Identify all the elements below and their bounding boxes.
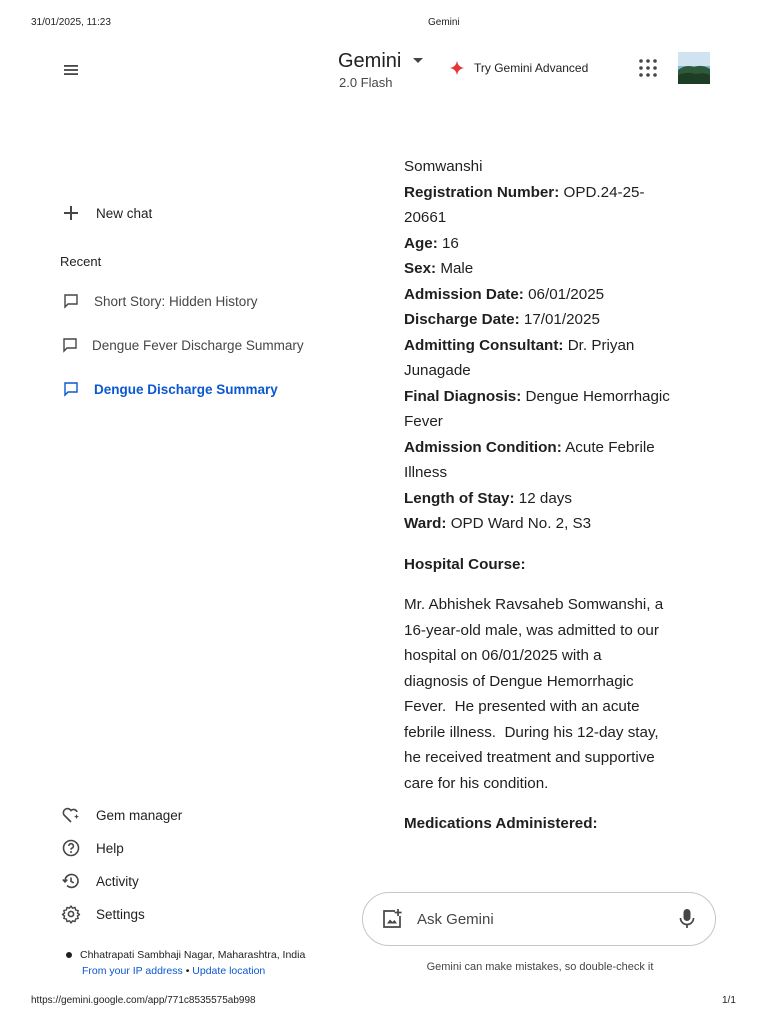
recent-chat-item[interactable] [62, 336, 304, 354]
field-length-of-stay [404, 486, 684, 512]
location-place: Chhatrapati Sambhaji Nagar, Maharashtra, India [80, 949, 306, 961]
new-chat-label: New chat [96, 205, 153, 221]
location-dot-icon [66, 952, 72, 958]
field-value: OPD.24-25- [563, 183, 645, 201]
apps-grid-icon [638, 58, 658, 78]
course-line: Mr. Abhishek Ravsaheb Somwanshi, a [404, 596, 664, 613]
field-discharge-date [404, 307, 684, 333]
avatar-image [678, 52, 710, 84]
course-line: hospital on 06/01/2025 with a [404, 647, 602, 664]
menu-icon [59, 58, 83, 82]
field-value: 16 [441, 234, 459, 252]
field-ward [404, 511, 684, 537]
menu-button[interactable] [59, 58, 83, 82]
gem-manager-label: Gem manager [96, 807, 183, 823]
try-advanced-button[interactable] [448, 58, 588, 78]
print-url: https://gemini.google.com/app/771c8535575ab998 [31, 995, 256, 1006]
avatar[interactable] [678, 52, 710, 84]
prompt-input[interactable] [417, 905, 657, 933]
prompt-box [362, 892, 716, 946]
course-line: Fever. He presented with an acute [404, 698, 640, 715]
field-label: Registration Number: [404, 183, 560, 201]
field-age [404, 231, 684, 257]
field-value: Male [440, 260, 474, 277]
course-line: 16-year-old male, was admitted to our [404, 621, 659, 639]
field-label: Length of Stay: [404, 489, 515, 507]
course-line: care for his condition. [404, 774, 549, 792]
field-label: Admission Condition: [404, 438, 562, 456]
field-value: Dengue Hemorrhagic [525, 387, 670, 405]
settings-button[interactable] [60, 903, 145, 925]
chat-bubble-icon [62, 336, 78, 354]
field-label: Age: [404, 234, 438, 252]
gem-manager-button[interactable] [60, 804, 182, 826]
response-content [404, 155, 684, 837]
help-icon [60, 837, 82, 859]
field-value-cont: Fever [404, 413, 443, 430]
course-line: febrile illness. During his 12-day stay, [404, 723, 659, 741]
field-value: 12 days [518, 489, 572, 507]
field-value-cont: Illness [404, 464, 448, 481]
field-label: Sex: [404, 260, 437, 277]
help-label: Help [96, 840, 124, 856]
patient-name-partial: Somwanshi [404, 158, 483, 175]
microphone-icon [676, 907, 698, 931]
from-ip-link[interactable]: From your IP address [82, 965, 183, 977]
chat-bubble-icon [62, 380, 80, 398]
recent-chat-label: Short Story: Hidden History [94, 293, 258, 309]
try-advanced-label: Try Gemini Advanced [474, 61, 589, 75]
field-admission-condition [404, 435, 684, 461]
gem-heart-icon [60, 804, 82, 826]
medications-heading [404, 811, 684, 837]
field-value: 17/01/2025 [523, 311, 600, 328]
hospital-course-heading [404, 552, 684, 578]
field-label: Final Diagnosis: [404, 387, 522, 405]
plus-icon [60, 202, 82, 224]
field-value: OPD Ward No. 2, S3 [450, 515, 592, 532]
gear-icon [60, 903, 82, 925]
app-title[interactable]: Gemini [338, 50, 402, 72]
location-links [82, 965, 265, 977]
update-location-link[interactable]: Update location [192, 965, 266, 977]
recent-chat-item[interactable] [62, 292, 292, 310]
section-heading: Hospital Course: [404, 555, 526, 573]
help-button[interactable] [60, 837, 124, 859]
field-label: Ward: [404, 515, 447, 532]
add-image-button[interactable] [381, 908, 403, 930]
sparkle-icon [448, 59, 466, 77]
recent-chat-label: Dengue Discharge Summary [94, 381, 278, 397]
location-separator: • [185, 965, 190, 977]
field-label: Admission Date: [404, 285, 524, 303]
field-consultant [404, 333, 684, 359]
field-value: Acute Febrile [565, 438, 655, 456]
field-admission-date [404, 282, 684, 308]
field-label: Admitting Consultant: [404, 336, 564, 354]
recent-chat-label: Dengue Fever Discharge Summary [92, 337, 304, 353]
field-label: Discharge Date: [404, 311, 520, 328]
chevron-down-icon[interactable] [413, 58, 423, 63]
activity-label: Activity [96, 873, 139, 889]
history-icon [60, 870, 82, 892]
course-line: he received treatment and supportive [404, 749, 655, 766]
new-chat-button[interactable] [60, 202, 152, 224]
field-value-cont: Junagade [404, 362, 471, 379]
course-line: diagnosis of Dengue Hemorrhagic [404, 672, 634, 690]
field-value: Dr. Priyan [567, 336, 635, 354]
print-page-number: 1/1 [722, 995, 736, 1006]
print-page-title: Gemini [428, 17, 460, 28]
recent-chat-item-active[interactable] [62, 380, 292, 398]
field-value: 06/01/2025 [528, 285, 605, 303]
model-name[interactable]: 2.0 Flash [339, 75, 393, 90]
apps-button[interactable] [638, 58, 658, 78]
field-registration [404, 180, 684, 206]
recent-heading: Recent [60, 254, 102, 269]
microphone-button[interactable] [676, 907, 698, 931]
field-value-cont: 20661 [404, 209, 447, 226]
disclaimer-text: Gemini can make mistakes, so double-check it [426, 961, 654, 973]
field-diagnosis [404, 384, 684, 410]
chat-bubble-icon [62, 292, 80, 310]
location-info [66, 949, 305, 961]
add-image-icon [381, 908, 403, 930]
settings-label: Settings [96, 906, 145, 922]
print-datetime: 31/01/2025, 11:23 [31, 17, 111, 28]
section-heading: Medications Administered: [404, 815, 598, 832]
field-sex [404, 256, 684, 282]
activity-button[interactable] [60, 870, 139, 892]
